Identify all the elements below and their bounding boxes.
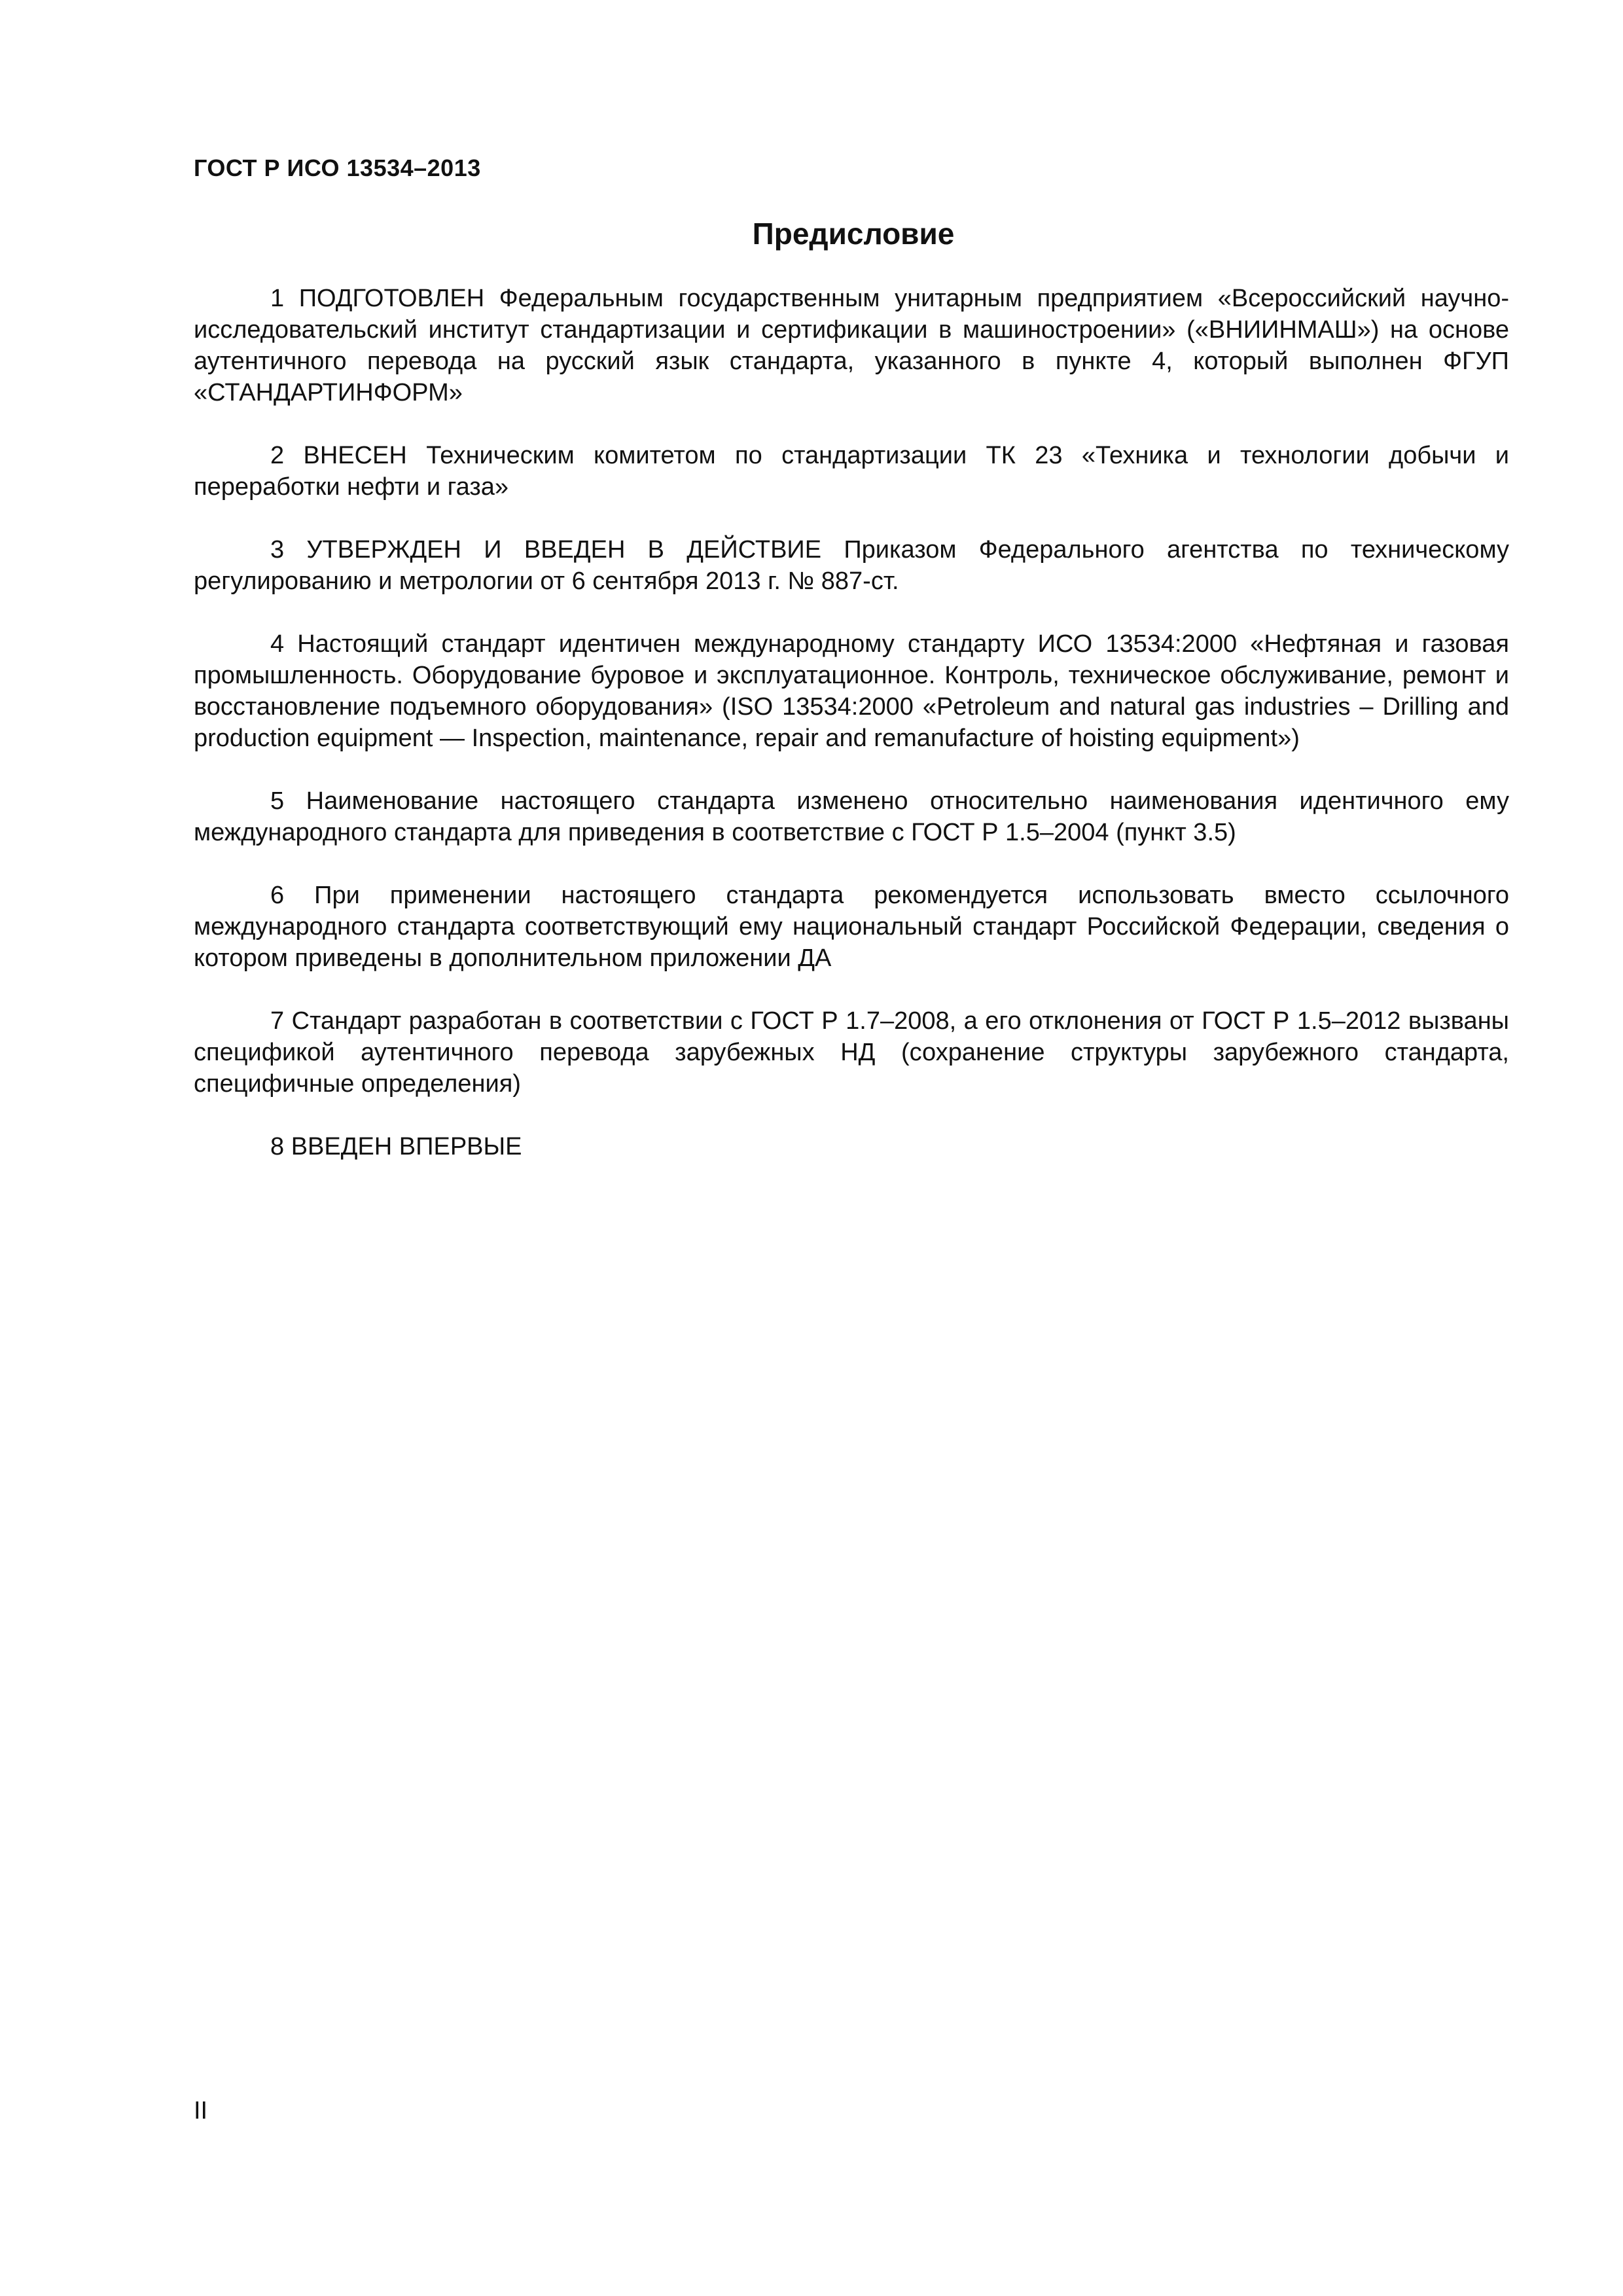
foreword-item-7: 7 Стандарт разработан в соответствии с ГОСТ Р 1.7–2008, а его отклонения от ГОСТ Р 1.5–2012 вызваны спецификой аутентичного перевода зарубежных НД (сохранение структуры зарубежного стандарта, специфичные определения): [194, 1007, 1509, 1098]
foreword-item-4: 4 Настоящий стандарт идентичен международному стандарту ИСО 13534:2000 «Нефтяная и газовая промышленность. Оборудование буровое и эксплуатационное. Контроль, техническое обслуживание, ремонт и восстановление подъемного оборудования» (ISO 13534:2000 «Petroleum and natural gas industries – Drilling and production equipment — Inspection, maintenance, repair and remanufacture of hoisting equipment»): [194, 630, 1509, 752]
foreword-item-2: 2 ВНЕСЕН Техническим комитетом по стандартизации ТК 23 «Техника и технологии добычи и переработки нефти и газа»: [194, 442, 1509, 501]
foreword-item-1: 1 ПОДГОТОВЛЕН Федеральным государственным унитарным предприятием «Всероссийский научно-исследовательский институт стандартизации и сертификации в машиностроении» («ВНИИНМАШ») на основе аутентичного перевода на русский язык стандарта, указанного в пункте 4, который выполнен ФГУП «СТАНДАРТИНФОРМ»: [194, 285, 1509, 406]
foreword-item-6: 6 При применении настоящего стандарта рекомендуется использовать вместо ссылочного международного стандарта соответствующий ему национальный стандарт Российской Федерации, сведения о котором приведены в дополнительном приложении ДА: [194, 882, 1509, 972]
foreword-item-5: 5 Наименование настоящего стандарта изменено относительно наименования идентичного ему международного стандарта для приведения в соответствие с ГОСТ Р 1.5–2004 (пункт 3.5): [194, 787, 1509, 846]
foreword-content: [194, 283, 1509, 1194]
foreword-item-8: 8 ВВЕДЕН ВПЕРВЫЕ: [270, 1133, 522, 1160]
document-code-header: ГОСТ Р ИСО 13534–2013: [194, 154, 481, 181]
foreword-item-3: 3 УТВЕРЖДЕН И ВВЕДЕН В ДЕЙСТВИЕ Приказом Федерального агентства по техническому регулированию и метрологии от 6 сентября 2013 г. № 887-ст.: [194, 536, 1509, 595]
page-number: II: [194, 2097, 208, 2125]
page-title: Предисловие: [752, 217, 955, 251]
